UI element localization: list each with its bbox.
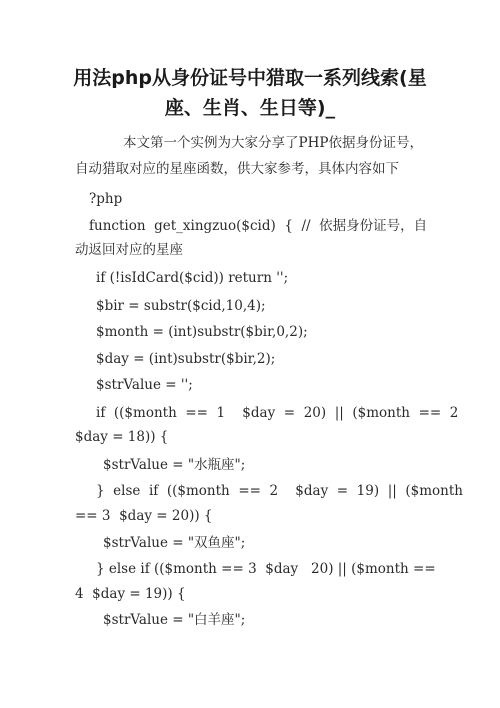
title-line-1: 用法php从身份证号中猎取一系列线索(星 [73, 67, 427, 89]
code-line: $strValue = ''; [96, 377, 193, 393]
code-line: $day = 18)) { [75, 429, 169, 445]
code-line: $month = (int)substr($bir,0,2); [96, 324, 308, 340]
code-line: 动返回对应的星座 [75, 242, 183, 258]
code-line: $strValue = "白羊座"; [103, 612, 246, 628]
code-line: 4 $day = 19)) { [75, 586, 186, 602]
code-line: } else if (($month == 2 $day = 19) || ($month [96, 483, 463, 499]
code-line: function get_xingzuo($cid) { // 依据身份证号，自 [89, 218, 428, 234]
code-line: $bir = substr($cid,10,4); [96, 298, 266, 314]
code-line: } else if (($month == 3 $day 20) || ($month == [96, 561, 436, 577]
code-line: $strValue = "水瓶座"; [103, 457, 246, 473]
code-line: if (!isIdCard($cid)) return ''; [96, 270, 289, 286]
code-line: $strValue = "双鱼座"; [103, 535, 246, 551]
code-line: ?php [89, 191, 123, 207]
code-line: == 3 $day = 20)) { [75, 508, 213, 524]
code-line: if (($month == 1 $day = 20) || ($month == 2 [96, 405, 459, 421]
document-title [60, 63, 440, 123]
code-line: $day = (int)substr($bir,2); [96, 351, 276, 367]
body-line: 自动猎取对应的星座函数，供大家参考，具体内容如下 [75, 161, 399, 177]
body-line: 本文第一个实例为大家分享了PHP依据身份证号， [123, 135, 423, 151]
title-line-2: 座、生肖、生日等)_ [164, 97, 336, 119]
